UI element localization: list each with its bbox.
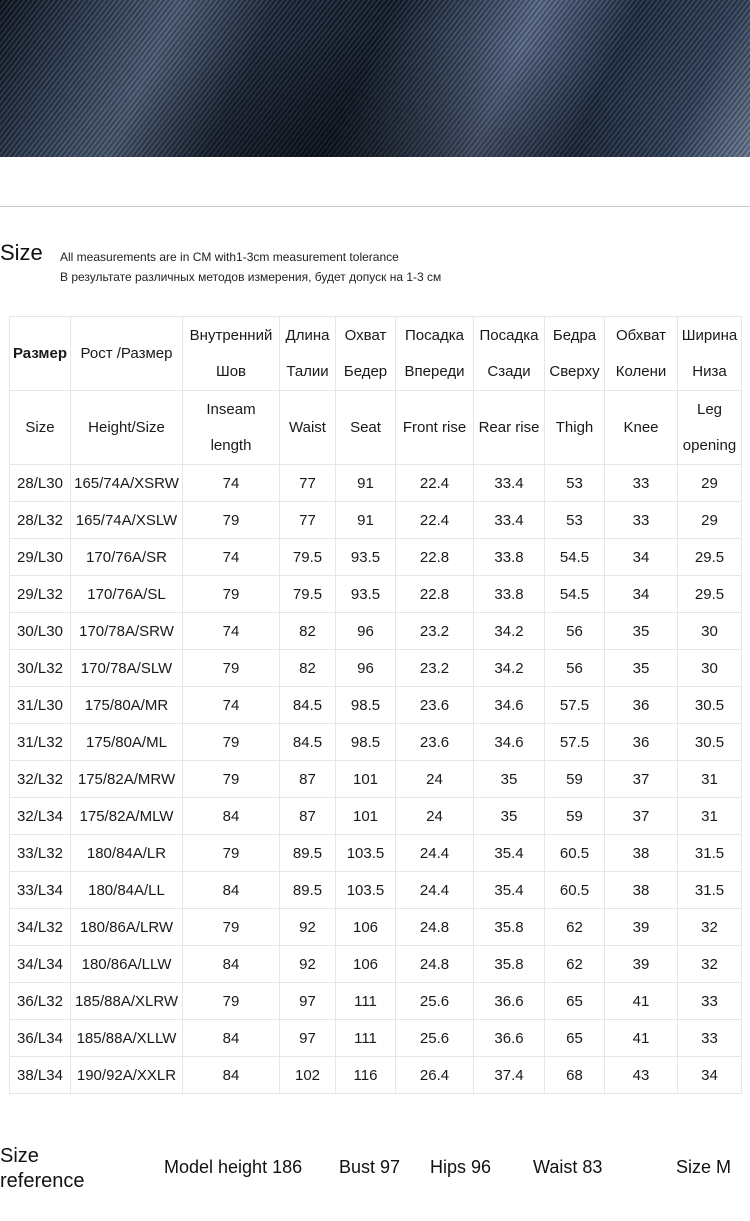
table-cell: 170/78A/SLW: [71, 650, 183, 687]
header-line: Thigh: [555, 418, 594, 436]
table-cell: 38: [605, 835, 678, 872]
table-cell: 175/82A/MLW: [71, 798, 183, 835]
table-cell: 74: [183, 465, 280, 502]
table-cell: 84: [183, 1020, 280, 1057]
table-row: [10, 983, 742, 1020]
table-cell: 185/88A/XLLW: [71, 1020, 183, 1057]
table-cell: 38/L34: [10, 1057, 71, 1094]
table-row: [10, 798, 742, 835]
table-cell: 60.5: [545, 872, 605, 909]
table-cell: 175/82A/MRW: [71, 761, 183, 798]
table-cell: 111: [336, 1020, 396, 1057]
table-cell: 84: [183, 1057, 280, 1094]
table-cell: 91: [336, 502, 396, 539]
size-reference-title-line2: reference: [0, 1170, 85, 1192]
table-cell: 65: [545, 1020, 605, 1057]
table-cell: 24: [396, 798, 474, 835]
size-reference-title: [0, 1144, 85, 1194]
header-cell: [474, 391, 545, 465]
table-cell: 77: [280, 502, 336, 539]
table-cell: 24.4: [396, 835, 474, 872]
table-cell: 32/L34: [10, 798, 71, 835]
table-cell: 102: [280, 1057, 336, 1094]
table-cell: 180/86A/LLW: [71, 946, 183, 983]
table-cell: 34.6: [474, 687, 545, 724]
table-cell: 79.5: [280, 539, 336, 576]
table-row: [10, 946, 742, 983]
header-line: Height/Size: [88, 418, 165, 436]
table-cell: 82: [280, 650, 336, 687]
table-cell: 36/L34: [10, 1020, 71, 1057]
table-cell: 37: [605, 761, 678, 798]
table-cell: 22.4: [396, 502, 474, 539]
table-cell: 35.4: [474, 835, 545, 872]
table-cell: 54.5: [545, 576, 605, 613]
table-cell: 32/L32: [10, 761, 71, 798]
table-cell: 37.4: [474, 1057, 545, 1094]
header-line: Внутренний: [189, 326, 273, 344]
table-cell: 38: [605, 872, 678, 909]
header-line: Рост /Размер: [80, 344, 173, 362]
table-cell: 77: [280, 465, 336, 502]
table-cell: 87: [280, 798, 336, 835]
table-cell: 34/L34: [10, 946, 71, 983]
table-cell: 79: [183, 761, 280, 798]
table-cell: 175/80A/ML: [71, 724, 183, 761]
table-cell: 79: [183, 576, 280, 613]
model-height: Model height 186: [164, 1157, 303, 1177]
table-cell: 180/84A/LR: [71, 835, 183, 872]
header-cell: [336, 317, 396, 391]
table-cell: 84: [183, 872, 280, 909]
table-cell: 31: [678, 761, 742, 798]
table-cell: 79: [183, 983, 280, 1020]
table-cell: 79: [183, 909, 280, 946]
table-cell: 175/80A/MR: [71, 687, 183, 724]
table-cell: 84.5: [280, 687, 336, 724]
table-cell: 25.6: [396, 1020, 474, 1057]
table-cell: 23.6: [396, 687, 474, 724]
table-cell: 93.5: [336, 539, 396, 576]
header-line: Seat: [350, 418, 381, 436]
table-cell: 39: [605, 946, 678, 983]
table-cell: 33.8: [474, 539, 545, 576]
section-divider: [0, 206, 750, 207]
table-cell: 180/86A/LRW: [71, 909, 183, 946]
table-cell: 30/L30: [10, 613, 71, 650]
table-cell: 32: [678, 946, 742, 983]
table-cell: 25.6: [396, 983, 474, 1020]
table-cell: 31.5: [678, 872, 742, 909]
table-cell: 79.5: [280, 576, 336, 613]
table-cell: 57.5: [545, 687, 605, 724]
table-cell: 29.5: [678, 539, 742, 576]
table-cell: 97: [280, 983, 336, 1020]
model-waist: Waist 83: [533, 1157, 603, 1177]
table-cell: 62: [545, 909, 605, 946]
table-cell: 165/74A/XSRW: [71, 465, 183, 502]
table-cell: 165/74A/XSLW: [71, 502, 183, 539]
table-cell: 34.2: [474, 613, 545, 650]
table-cell: 23.6: [396, 724, 474, 761]
table-cell: 111: [336, 983, 396, 1020]
table-cell: 33/L34: [10, 872, 71, 909]
header-cell: [71, 317, 183, 391]
table-cell: 35: [605, 613, 678, 650]
table-row: [10, 502, 742, 539]
table-cell: 33: [678, 1020, 742, 1057]
table-cell: 34: [605, 539, 678, 576]
header-cell: [396, 391, 474, 465]
table-cell: 22.8: [396, 539, 474, 576]
table-cell: 35: [605, 650, 678, 687]
table-cell: 26.4: [396, 1057, 474, 1094]
table-cell: 34.6: [474, 724, 545, 761]
header-row-en: [10, 391, 742, 465]
header-line: Waist: [289, 418, 326, 436]
table-cell: 33.8: [474, 576, 545, 613]
table-cell: 74: [183, 539, 280, 576]
table-row: [10, 724, 742, 761]
header-cell: [474, 317, 545, 391]
table-cell: 22.8: [396, 576, 474, 613]
table-cell: 33/L32: [10, 835, 71, 872]
tolerance-note-ru: В результате различных методов измерения, будет допуск на 1-3 см: [60, 270, 442, 284]
table-cell: 65: [545, 983, 605, 1020]
header-line: opening: [682, 436, 737, 454]
table-cell: 56: [545, 613, 605, 650]
table-cell: 54.5: [545, 539, 605, 576]
table-cell: 79: [183, 502, 280, 539]
table-cell: 84.5: [280, 724, 336, 761]
header-line: Бедер: [343, 362, 388, 380]
table-cell: 36.6: [474, 1020, 545, 1057]
header-line: Size: [25, 418, 55, 436]
table-cell: 33.4: [474, 502, 545, 539]
header-cell: [280, 391, 336, 465]
table-cell: 28/L32: [10, 502, 71, 539]
table-cell: 33: [678, 983, 742, 1020]
table-cell: 74: [183, 613, 280, 650]
header-cell: [545, 317, 605, 391]
header-line: Впереди: [404, 362, 465, 380]
table-cell: 35: [474, 798, 545, 835]
model-bust: Bust 97: [339, 1157, 401, 1177]
size-reference-title-line1: Size: [0, 1145, 39, 1167]
table-cell: 91: [336, 465, 396, 502]
table-cell: 39: [605, 909, 678, 946]
table-cell: 106: [336, 946, 396, 983]
table-cell: 84: [183, 798, 280, 835]
header-line: Ширина: [681, 326, 738, 344]
table-cell: 36.6: [474, 983, 545, 1020]
table-cell: 34: [678, 1057, 742, 1094]
table-cell: 98.5: [336, 687, 396, 724]
table-row: [10, 1057, 742, 1094]
model-size: Size M: [676, 1157, 732, 1177]
table-cell: 101: [336, 798, 396, 835]
header-line: Охват: [344, 326, 387, 344]
table-cell: 89.5: [280, 835, 336, 872]
table-cell: 24.8: [396, 946, 474, 983]
table-cell: 56: [545, 650, 605, 687]
table-cell: 97: [280, 1020, 336, 1057]
table-cell: 32: [678, 909, 742, 946]
table-cell: 30/L32: [10, 650, 71, 687]
table-cell: 31.5: [678, 835, 742, 872]
table-cell: 31: [678, 798, 742, 835]
table-cell: 92: [280, 946, 336, 983]
table-cell: 29/L30: [10, 539, 71, 576]
header-cell: [545, 391, 605, 465]
table-cell: 29: [678, 502, 742, 539]
table-cell: 96: [336, 650, 396, 687]
table-cell: 62: [545, 946, 605, 983]
table-cell: 185/88A/XLRW: [71, 983, 183, 1020]
table-cell: 68: [545, 1057, 605, 1094]
header-line: Inseam: [206, 400, 256, 418]
header-line: length: [210, 436, 252, 454]
table-row: [10, 465, 742, 502]
table-cell: 41: [605, 1020, 678, 1057]
table-row: [10, 650, 742, 687]
size-section-title: Size: [0, 240, 43, 265]
table-cell: 30.5: [678, 687, 742, 724]
model-hips: Hips 96: [430, 1157, 492, 1177]
tolerance-note-en: All measurements are in CM with1-3cm measurement tolerance: [60, 250, 399, 264]
table-cell: 28/L30: [10, 465, 71, 502]
table-cell: 53: [545, 502, 605, 539]
table-cell: 84: [183, 946, 280, 983]
table-cell: 29.5: [678, 576, 742, 613]
denim-fabric-photo: [0, 0, 750, 157]
header-cell: [71, 391, 183, 465]
table-cell: 33: [605, 465, 678, 502]
table-row: [10, 761, 742, 798]
table-cell: 79: [183, 724, 280, 761]
table-cell: 35.4: [474, 872, 545, 909]
table-cell: 33: [605, 502, 678, 539]
table-cell: 79: [183, 650, 280, 687]
table-row: [10, 909, 742, 946]
header-cell: [396, 317, 474, 391]
header-line: Сзади: [487, 362, 531, 380]
table-cell: 60.5: [545, 835, 605, 872]
table-cell: 170/76A/SL: [71, 576, 183, 613]
table-cell: 22.4: [396, 465, 474, 502]
table-row: [10, 539, 742, 576]
header-line: Knee: [623, 418, 659, 436]
header-cell: [678, 391, 742, 465]
table-cell: 34/L32: [10, 909, 71, 946]
table-cell: 103.5: [336, 872, 396, 909]
header-line: Leg: [696, 400, 723, 418]
header-cell: [183, 317, 280, 391]
table-cell: 29: [678, 465, 742, 502]
table-cell: 59: [545, 798, 605, 835]
header-line: Талии: [286, 362, 329, 380]
header-line: Посадка: [479, 326, 539, 344]
table-cell: 30: [678, 613, 742, 650]
header-cell: [280, 317, 336, 391]
table-row: [10, 576, 742, 613]
table-cell: 89.5: [280, 872, 336, 909]
table-cell: 36: [605, 687, 678, 724]
header-row-ru: [10, 317, 742, 391]
table-cell: 35: [474, 761, 545, 798]
table-cell: 29/L32: [10, 576, 71, 613]
header-cell: [605, 317, 678, 391]
table-cell: 96: [336, 613, 396, 650]
table-cell: 31/L30: [10, 687, 71, 724]
table-cell: 24.4: [396, 872, 474, 909]
table-cell: 74: [183, 687, 280, 724]
table-row: [10, 872, 742, 909]
header-line: Шов: [215, 362, 247, 380]
table-cell: 98.5: [336, 724, 396, 761]
table-cell: 103.5: [336, 835, 396, 872]
table-cell: 53: [545, 465, 605, 502]
table-row: [10, 613, 742, 650]
header-line: Обхват: [616, 326, 666, 344]
table-row: [10, 1020, 742, 1057]
header-line: Колени: [615, 362, 667, 380]
header-line: Бедра: [552, 326, 597, 344]
table-cell: 34: [605, 576, 678, 613]
table-row: [10, 687, 742, 724]
table-cell: 59: [545, 761, 605, 798]
table-cell: 180/84A/LL: [71, 872, 183, 909]
table-cell: 41: [605, 983, 678, 1020]
table-cell: 24: [396, 761, 474, 798]
header-line: Сверху: [549, 362, 600, 380]
table-cell: 170/78A/SRW: [71, 613, 183, 650]
header-cell: [10, 317, 71, 391]
header-line: Длина: [285, 326, 330, 344]
table-cell: 33.4: [474, 465, 545, 502]
table-cell: 92: [280, 909, 336, 946]
table-cell: 43: [605, 1057, 678, 1094]
table-cell: 170/76A/SR: [71, 539, 183, 576]
table-cell: 57.5: [545, 724, 605, 761]
table-cell: 30: [678, 650, 742, 687]
header-cell: [678, 317, 742, 391]
table-cell: 190/92A/XXLR: [71, 1057, 183, 1094]
table-cell: 35.8: [474, 909, 545, 946]
table-cell: 116: [336, 1057, 396, 1094]
table-cell: 36: [605, 724, 678, 761]
table-cell: 37: [605, 798, 678, 835]
header-cell: [10, 391, 71, 465]
table-cell: 34.2: [474, 650, 545, 687]
table-row: [10, 835, 742, 872]
header-line: Rear rise: [478, 418, 540, 436]
table-cell: 82: [280, 613, 336, 650]
header-cell: [183, 391, 280, 465]
header-line: Front rise: [402, 418, 467, 436]
table-cell: 79: [183, 835, 280, 872]
table-cell: 23.2: [396, 650, 474, 687]
table-cell: 101: [336, 761, 396, 798]
header-line: Низа: [692, 362, 727, 380]
header-line: Посадка: [405, 326, 464, 344]
table-cell: 23.2: [396, 613, 474, 650]
table-cell: 106: [336, 909, 396, 946]
size-chart-table: [9, 316, 742, 1094]
table-cell: 31/L32: [10, 724, 71, 761]
table-cell: 30.5: [678, 724, 742, 761]
table-cell: 24.8: [396, 909, 474, 946]
table-cell: 36/L32: [10, 983, 71, 1020]
table-cell: 87: [280, 761, 336, 798]
table-cell: 35.8: [474, 946, 545, 983]
header-cell: [605, 391, 678, 465]
header-line: Размер: [12, 344, 68, 362]
table-cell: 93.5: [336, 576, 396, 613]
header-cell: [336, 391, 396, 465]
